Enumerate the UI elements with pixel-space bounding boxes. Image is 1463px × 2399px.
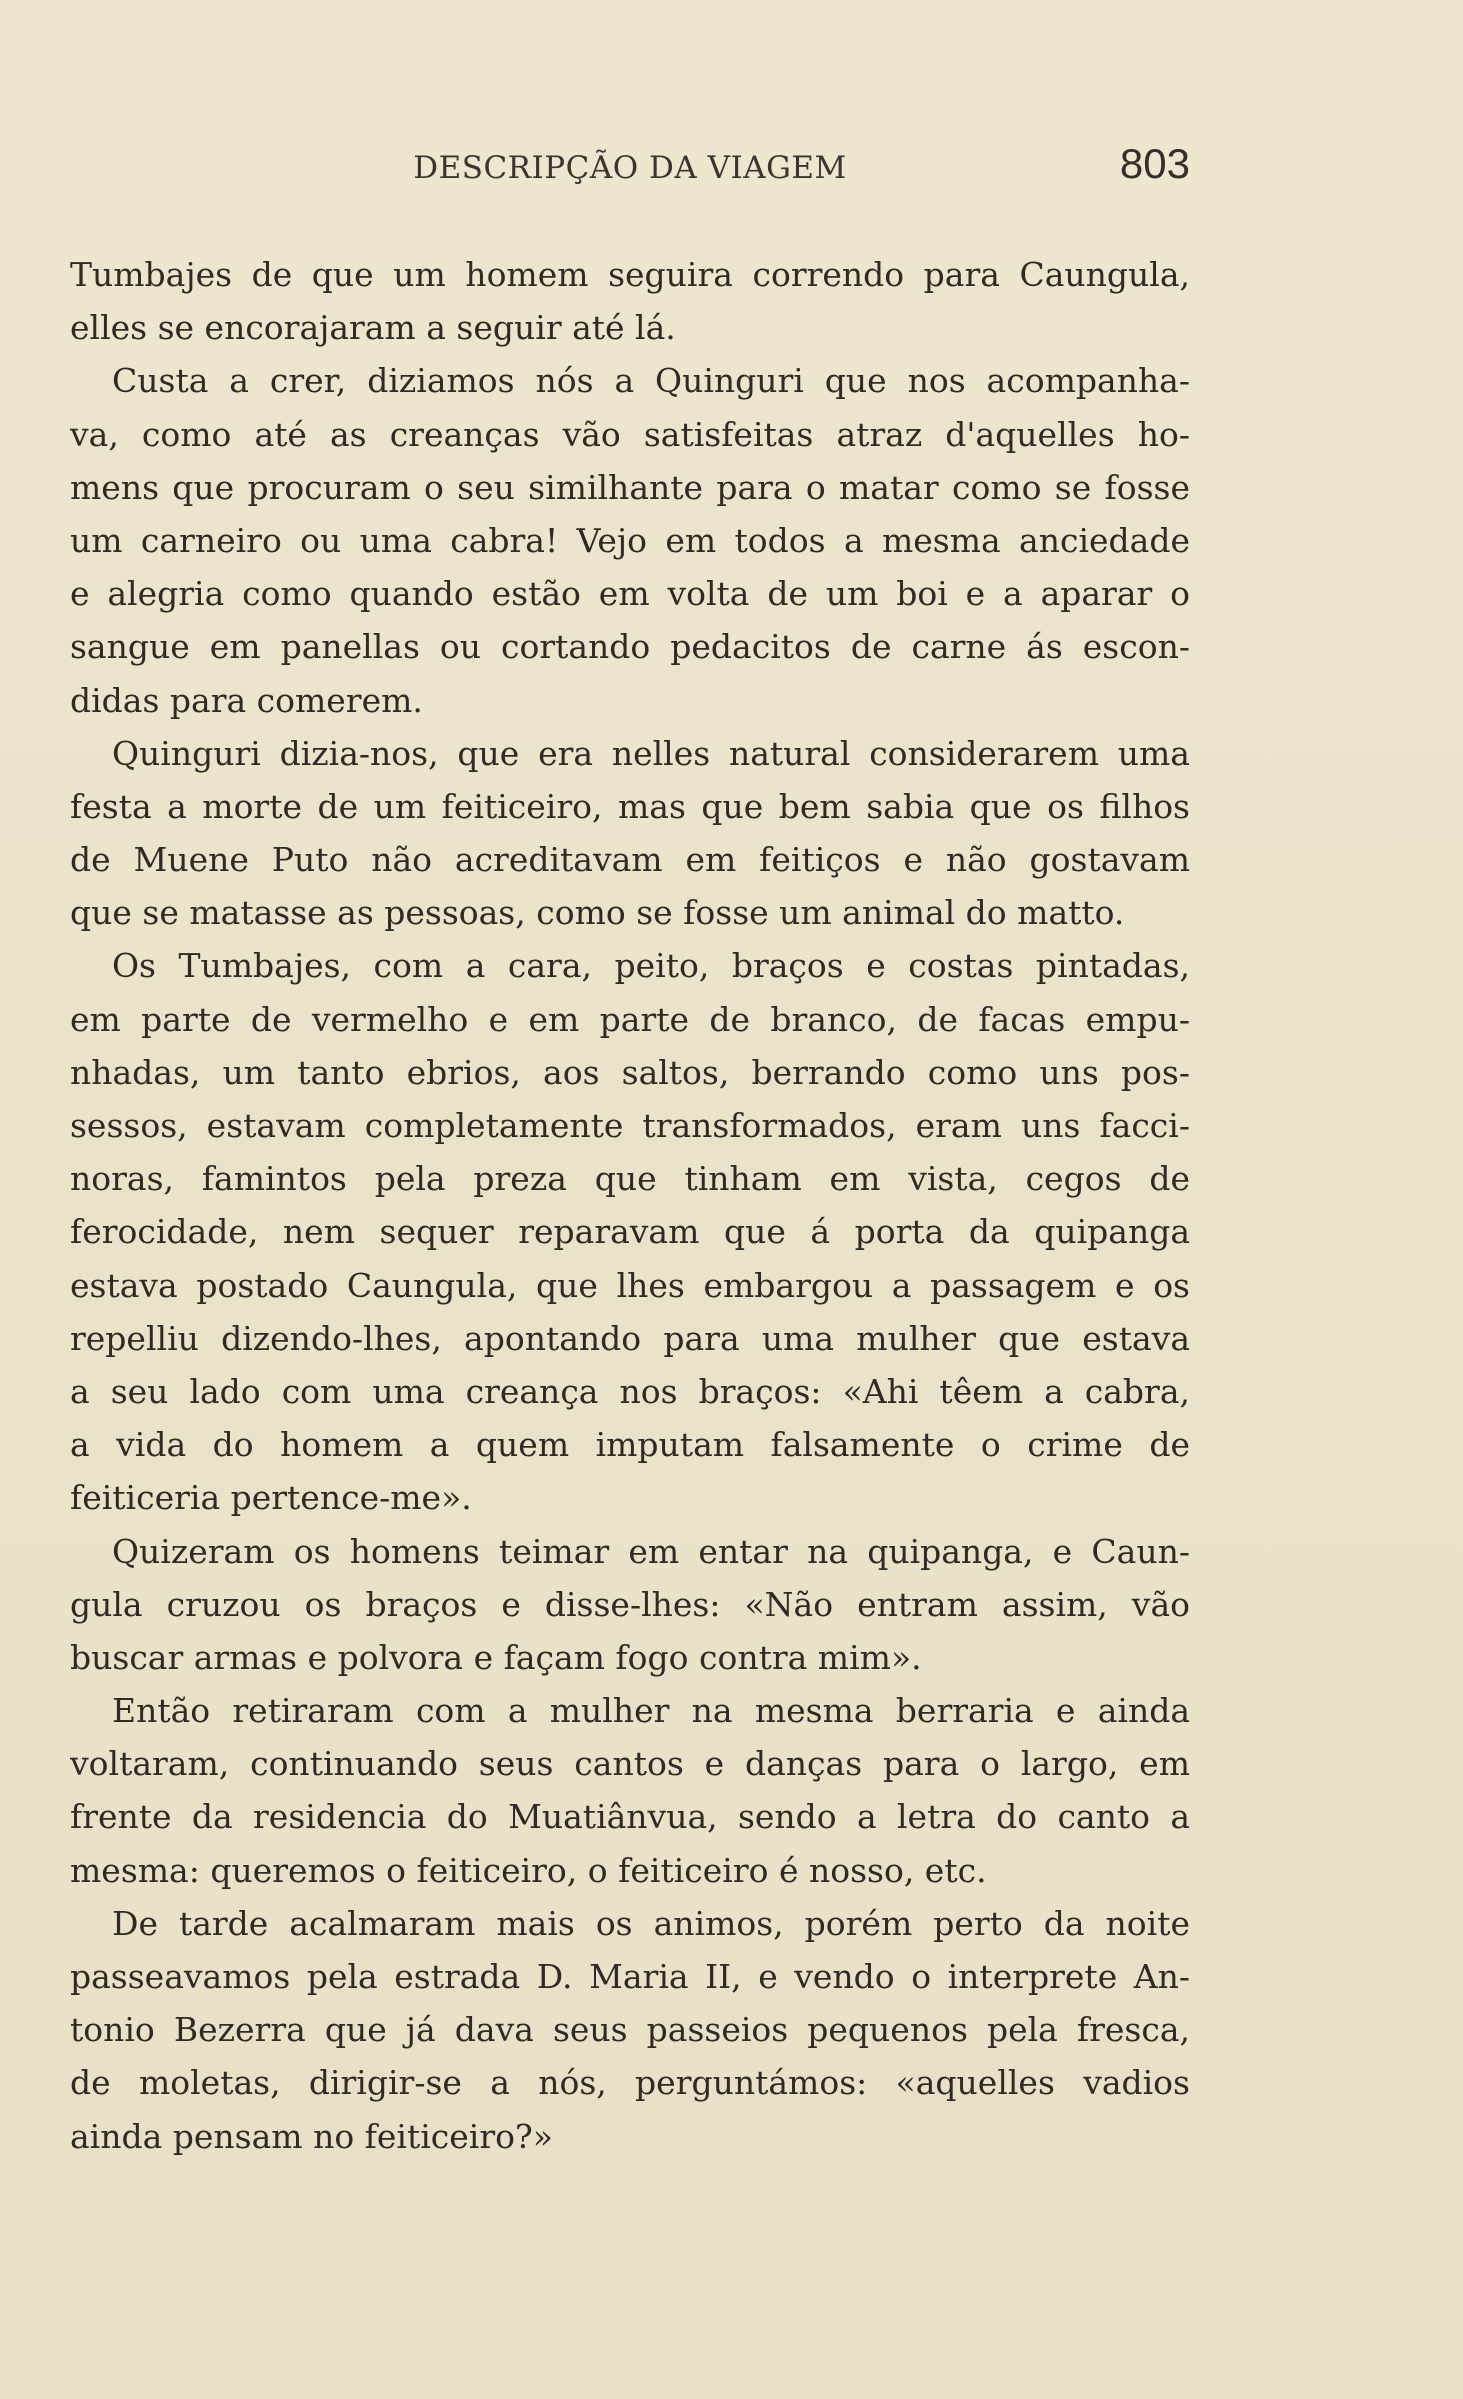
text-line: mens que procuram o seu similhante para o matar como se fosse: [70, 467, 1190, 507]
page-number: 803: [1119, 140, 1190, 187]
text-line: Os Tumbajes, com a cara, peito, braços e costas pintadas,: [112, 946, 1190, 986]
text-line: feiticeria pertence-me».: [70, 1478, 472, 1518]
text-line: Tumbajes de que um homem seguira correndo para Caungula,: [70, 255, 1190, 294]
text-line: Quizeram os homens teimar em entar na quipanga, e Caun-: [112, 1531, 1190, 1571]
running-head: [70, 140, 1190, 200]
text-line: Custa a crer, diziamos nós a Quinguri que nos acompanha-: [112, 361, 1190, 401]
text-line: frente da residencia do Muatiânvua, sendo a letra do canto a: [70, 1797, 1190, 1837]
text-line: elles se encorajaram a seguir até lá.: [70, 308, 676, 348]
text-line: va, como até as creanças vão satisfeitas atraz d'aquelles ho-: [70, 414, 1190, 454]
text-line: Então retiraram com a mulher na mesma berraria e ainda: [112, 1691, 1190, 1731]
text-line: e alegria como quando estão em volta de um boi e a aparar o: [70, 574, 1190, 614]
text-line: em parte de vermelho e em parte de branco, de facas empu-: [70, 999, 1190, 1039]
text-line: gula cruzou os braços e disse-lhes: «Não entram assim, vão: [70, 1584, 1190, 1624]
text-line: tonio Bezerra que já dava seus passeios pequenos pela fresca,: [70, 2010, 1190, 2050]
text-line: estava postado Caungula, que lhes embargou a passagem e os: [70, 1265, 1190, 1305]
text-line: a vida do homem a quem imputam falsamente o crime de: [70, 1425, 1190, 1465]
text-line: voltaram, continuando seus cantos e danças para o largo, em: [70, 1744, 1190, 1784]
text-line: de moletas, dirigir-se a nós, perguntámos: «aquelles vadios: [70, 2063, 1190, 2103]
text-line: ainda pensam no feiticeiro?»: [70, 2116, 553, 2156]
text-line: didas para comerem.: [70, 680, 423, 720]
text-line: nhadas, um tanto ebrios, aos saltos, berrando como uns pos-: [70, 1052, 1190, 1092]
text-line: ferocidade, nem sequer reparavam que á porta da quipanga: [70, 1212, 1190, 1252]
text-line: noras, famintos pela preza que tinham em vista, cegos de: [70, 1159, 1190, 1199]
text-line: festa a morte de um feiticeiro, mas que bem sabia que os filhos: [70, 786, 1190, 826]
text-line: mesma: queremos o feiticeiro, o feiticeiro é nosso, etc.: [70, 1850, 987, 1890]
text-line: passeavamos pela estrada D. Maria II, e vendo o interprete An-: [70, 1957, 1190, 1996]
text-line: um carneiro ou uma cabra! Vejo em todos a mesma anciedade: [70, 520, 1190, 560]
text-line: De tarde acalmaram mais os animos, porém perto da noite: [112, 1903, 1190, 1943]
text-line: sessos, estavam completamente transformados, eram uns facci-: [70, 1106, 1190, 1145]
text-line: que se matasse as pessoas, como se fosse um animal do matto.: [70, 893, 1125, 933]
text-line: repelliu dizendo-lhes, apontando para uma mulher que estava: [70, 1318, 1190, 1358]
text-line: Quinguri dizia-nos, que era nelles natural considerarem uma: [112, 733, 1190, 773]
body-text: [70, 248, 1190, 2163]
running-title: DESCRIPÇÃO DA VIAGEM: [413, 150, 847, 186]
text-line: sangue em panellas ou cortando pedacitos de carne ás escon-: [70, 627, 1190, 667]
text-line: de Muene Puto não acreditavam em feitiços e não gostavam: [70, 840, 1190, 880]
text-line: buscar armas e polvora e façam fogo contra mim».: [70, 1637, 922, 1677]
text-line: a seu lado com uma creança nos braços: «Ahi têem a cabra,: [70, 1371, 1190, 1411]
